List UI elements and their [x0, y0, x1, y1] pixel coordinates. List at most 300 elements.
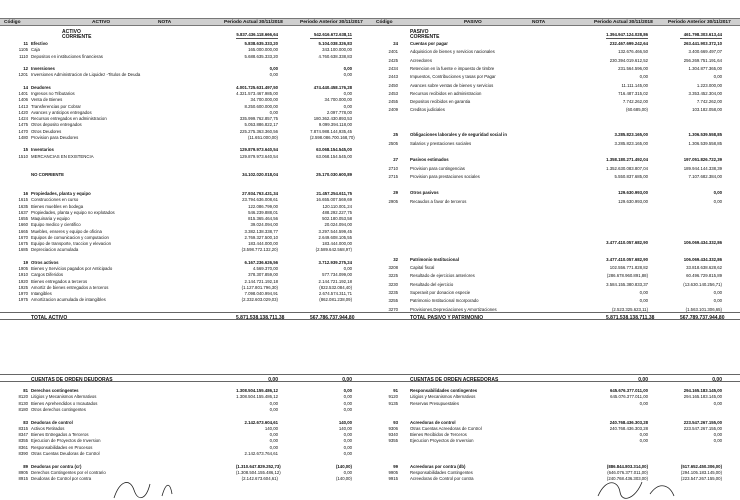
- row-code: 9306: [388, 425, 398, 431]
- row-value-anterior: 502.180.053,58: [322, 216, 352, 221]
- row-account-name: Bienes entregados a terceros: [31, 278, 88, 284]
- table-row: [370, 224, 740, 229]
- row-value-actual: 645.076.377.011,00: [610, 394, 648, 400]
- table-row: [370, 401, 740, 406]
- table-row: [0, 197, 370, 202]
- row-value-anterior: 7.107.682.384,00: [688, 173, 722, 179]
- row-code: 1675: [18, 241, 28, 246]
- row-code: 8347: [18, 432, 28, 438]
- row-account-name: Provision para Deudores: [31, 134, 79, 140]
- row-value-actual: 6.167.236.626,56: [244, 259, 278, 265]
- row-value-anterior: 0,00: [713, 298, 722, 304]
- row-value-anterior: 2.097.778,00: [326, 109, 352, 115]
- row-account-name: Depositos en instituciones financieras: [31, 53, 103, 59]
- table-row: [370, 190, 740, 195]
- row-account-name: Equipo medico y cientifico: [31, 222, 81, 228]
- row-value-anterior: 25.170.030.600,89: [316, 172, 352, 178]
- row-code: 1685: [18, 247, 28, 253]
- table-row: [0, 279, 370, 284]
- table-row: [370, 182, 740, 187]
- table-row: [0, 60, 370, 65]
- row-value-actual: 1.358.180.271.492,04: [606, 157, 648, 163]
- row-value-actual: 3.477.410.057.682,90: [606, 256, 648, 262]
- table-row: [370, 124, 740, 129]
- table-row: [0, 470, 370, 475]
- table-row: [370, 66, 740, 71]
- row-value-anterior: 577.734.099,00: [322, 272, 352, 278]
- total-activo-v1: 5.871.538.138.711,38: [236, 314, 285, 321]
- table-row: [0, 407, 370, 412]
- row-value-actual: 3.584.155.380.833,37: [606, 281, 648, 287]
- total-activo-label: TOTAL ACTIVO: [31, 314, 68, 321]
- row-account-name: Derechos Contingentes por el contrario: [31, 469, 106, 475]
- row-code: 1510: [18, 153, 28, 159]
- row-code: 11: [23, 41, 28, 46]
- table-row: [0, 204, 370, 209]
- orden-deudoras-title: CUENTAS DE ORDEN DEUDORAS: [31, 376, 113, 383]
- row-value-actual: 2.142.673.764,61: [244, 451, 278, 456]
- header-codigo: Código: [4, 20, 21, 26]
- row-code: 1655: [18, 216, 28, 221]
- table-row: [0, 413, 370, 418]
- pasivo-corriente-v1: 1.394.947.124.028,86: [606, 32, 648, 37]
- row-account-name: Intangibles: [31, 291, 52, 296]
- activo-corriente-v2: 542.616.672.638,11: [314, 32, 352, 37]
- row-account-name: Inversiones Administracion de Liquidez -Titulos de Deuda: [31, 72, 141, 78]
- orden-deudoras-header: [0, 374, 370, 382]
- row-account-name: Ingresos no Tributarios: [31, 91, 75, 96]
- row-code: 1420: [18, 109, 28, 115]
- row-account-name: Transferencias por Cobrar: [31, 103, 81, 109]
- table-row: [0, 216, 370, 221]
- row-account-name: Otras Cuentas Deudoras de Control: [31, 451, 100, 456]
- row-code: 9340: [388, 432, 398, 438]
- row-code: 1665: [18, 228, 28, 234]
- table-row: [0, 41, 370, 46]
- row-account-name: Bienes Aprehendidos o Incautados: [31, 400, 98, 406]
- row-account-name: Retencion en la fuente e impuesto de timbre: [410, 65, 495, 71]
- row-code: 2505: [388, 140, 398, 146]
- row-value-anterior: 294.165.183.145,00: [683, 394, 722, 400]
- orden-acreedoras-v2: 0,00: [712, 376, 722, 383]
- row-value-actual: 240.768.436.303,28: [609, 425, 648, 431]
- table-row: [0, 160, 370, 165]
- table-row: [370, 470, 740, 475]
- row-value-anterior: 106.069.434.332,86: [683, 240, 722, 246]
- table-row: [370, 83, 740, 88]
- row-value-anterior: 0,00: [343, 103, 352, 109]
- row-value-anterior: 0,00: [343, 266, 352, 271]
- row-value-anterior: 0,00: [343, 451, 352, 456]
- table-row: [0, 129, 370, 134]
- row-value-actual: 132.676.466,50: [618, 49, 648, 55]
- row-code: 8915: [18, 476, 28, 482]
- row-account-name: Otras Cuentas Acreedoras de Control: [410, 425, 482, 431]
- row-account-name: Acreedoras de control: [410, 419, 456, 425]
- row-value-anterior: 1.304.877.365,00: [688, 65, 722, 71]
- row-value-actual: 165.000.000,00: [248, 47, 278, 53]
- row-code: 1905: [18, 266, 28, 271]
- table-row: [0, 388, 370, 393]
- table-row: [370, 174, 740, 179]
- table-row: [0, 247, 370, 252]
- row-account-name: Propiedades, planta y equipo no explotados: [31, 209, 115, 215]
- row-value-actual: 378.307.859,00: [248, 272, 278, 278]
- row-account-name: Litigios y Mecanismos Alternativos: [31, 394, 97, 400]
- row-value-anterior: 1.306.539.558,85: [688, 132, 722, 138]
- row-account-name: Resultado del ejercicio: [410, 281, 454, 287]
- row-value-actual: 1.352.630.083.807,04: [606, 165, 648, 171]
- row-code: 1920: [18, 278, 28, 284]
- signature-left: [110, 476, 230, 500]
- row-value-actual: 122.086.799,00: [248, 203, 278, 209]
- row-value-actual: 129.630.993,00: [618, 198, 648, 204]
- table-row: [0, 122, 370, 127]
- row-account-name: Litigios y Mecanismos Alternativos: [410, 394, 476, 400]
- table-row: [0, 147, 370, 152]
- row-code: 8180: [18, 406, 28, 412]
- row-value-anterior: 3.353.452.304,00: [688, 90, 722, 96]
- row-value-actual: 183.444.000,00: [248, 241, 278, 246]
- row-value-actual: 3.477.410.057.682,90: [606, 240, 648, 246]
- row-value-actual: 2.142.673.604,61: [244, 419, 278, 425]
- row-code: 1635: [18, 203, 28, 209]
- row-value-actual: 0,00: [269, 406, 278, 412]
- row-account-name: Otros derechos contingentes: [31, 406, 86, 412]
- row-account-name: Cargos Diferidos: [31, 272, 64, 278]
- row-code: 2453: [388, 90, 398, 96]
- pasivo-corriente-title: CORRIENTE: [410, 34, 440, 40]
- row-account-name: Deudores: [31, 84, 51, 90]
- row-account-name: Adquisicion de bienes y servicios nacionales: [410, 49, 495, 55]
- row-value-actual: 0,00: [639, 298, 648, 304]
- row-code: 12: [23, 66, 28, 71]
- row-code: 9355: [388, 438, 398, 444]
- row-value-actual: 0,00: [639, 432, 648, 438]
- row-code: 83: [23, 419, 28, 425]
- orden-acreedoras-title: CUENTAS DE ORDEN ACREEDORAS: [410, 376, 499, 383]
- row-value-actual: 129.879.973.640,54: [239, 153, 278, 159]
- row-value-actual: (11.651.000,00): [247, 134, 278, 140]
- table-row: [0, 235, 370, 240]
- row-code: 9135: [388, 400, 398, 406]
- row-account-name: Acreedoras por contra (db): [410, 463, 466, 469]
- table-row: [370, 413, 740, 418]
- row-value-anterior: 0,00: [343, 444, 352, 450]
- row-value-anterior: 294.165.183.145,00: [683, 388, 722, 393]
- table-row: [0, 85, 370, 90]
- table-row: [370, 107, 740, 112]
- row-code: 2401: [388, 49, 398, 55]
- row-account-name: Bienes muebles en bodega: [31, 203, 84, 209]
- table-row: [370, 232, 740, 237]
- table-row: [370, 420, 740, 425]
- table-row: [0, 135, 370, 140]
- row-code: 1406: [18, 97, 28, 103]
- row-code: 2710: [388, 165, 398, 171]
- row-value-actual: 335.999.762.857,75: [239, 116, 278, 121]
- orden-deudoras-v2: 0,00: [342, 376, 352, 383]
- row-account-name: Recaudos a favor de terceros: [410, 198, 467, 204]
- row-value-actual: 7.742.262,00: [622, 99, 648, 105]
- header-activo: ACTIVO: [92, 20, 111, 26]
- row-account-name: Depreciacion acumulada: [31, 247, 79, 253]
- total-pasivo-label: TOTAL PASIVO Y PATRIMONIO: [410, 314, 484, 321]
- header-periodo-anterior-pasivo: Periodo Anterior 30/11/2017: [668, 20, 731, 26]
- row-account-name: Reservas Presupuestales: [410, 400, 459, 406]
- row-code: 9120: [388, 394, 398, 400]
- row-account-name: Amortizacion acumulada de intangibles: [31, 297, 106, 303]
- table-row: [370, 74, 740, 79]
- row-value-anterior: 0,00: [343, 406, 352, 412]
- row-value-actual: (1.308.504.155.486,12): [236, 469, 281, 475]
- table-row: [0, 426, 370, 431]
- row-value-anterior: 197.051.826.722,39: [683, 157, 722, 163]
- row-account-name: Bienes y Servicios pagados por Anticipado: [31, 266, 113, 271]
- table-row: [0, 91, 370, 96]
- row-value-actual: 716.487.315,02: [618, 90, 648, 96]
- total-pasivo-v1: 5.871.538.138.711,38: [606, 314, 655, 321]
- table-row: [0, 291, 370, 296]
- row-value-anterior: 0,00: [343, 432, 352, 438]
- row-value-anterior: 0,00: [713, 400, 722, 406]
- row-value-actual: 5.053.886.822,17: [244, 122, 278, 128]
- row-account-name: Provision para contingencias: [410, 165, 465, 171]
- row-account-name: Recursos entregados en administracion: [31, 116, 107, 121]
- row-code: 91: [393, 388, 398, 393]
- row-code: 8120: [18, 394, 28, 400]
- table-row: [0, 457, 370, 462]
- row-code: 1480: [18, 134, 28, 140]
- row-code: 1670: [18, 234, 28, 240]
- row-value-actual: (60.685,00): [626, 107, 648, 113]
- row-code: 81: [23, 388, 28, 393]
- row-code: 1470: [18, 128, 28, 134]
- row-account-name: Deudoras de Control por contra: [31, 476, 92, 482]
- row-code: 27: [393, 157, 398, 163]
- row-value-actual: 815.365.464,56: [248, 216, 278, 221]
- row-value-anterior: 0,00: [343, 438, 352, 444]
- table-row: [0, 297, 370, 302]
- row-value-anterior: 21.457.254.611,75: [316, 191, 352, 196]
- row-value-actual: 0,00: [639, 400, 648, 406]
- row-code: 19: [23, 259, 28, 265]
- signature-right: [590, 476, 710, 500]
- row-value-actual: (1.127.801.796,30): [241, 284, 278, 290]
- row-value-anterior: 140,00: [338, 425, 352, 431]
- table-row: [370, 426, 740, 431]
- header-nota: NOTA: [158, 20, 172, 26]
- row-account-name: Depositos recibidos en garantia: [410, 99, 471, 105]
- row-code: 1401: [18, 91, 28, 96]
- row-value-anterior: 263.441.903.372,10: [683, 41, 722, 46]
- table-row: [0, 401, 370, 406]
- row-value-anterior: 2.674.574.311,71: [318, 291, 352, 296]
- table-row: [0, 260, 370, 265]
- table-row: [370, 149, 740, 154]
- row-code: 89: [23, 463, 28, 469]
- row-value-anterior: 223.547.267.155,00: [683, 425, 722, 431]
- row-value-actual: (2.332.603.029,03): [241, 297, 278, 303]
- row-account-name: Responsabilidades en Procesos: [31, 444, 93, 450]
- row-account-name: Avances y anticipos entregados: [31, 109, 92, 115]
- table-row: [0, 394, 370, 399]
- row-code: 9915: [388, 476, 398, 482]
- row-account-name: Activos Retirados: [31, 425, 65, 431]
- row-value-actual: 225.275.363.360,56: [239, 128, 278, 134]
- table-row: [0, 229, 370, 234]
- column-header-bar: [0, 18, 740, 26]
- row-code: 1201: [18, 72, 28, 78]
- row-account-name: Responsabilidades Contingentes: [410, 469, 473, 475]
- table-row: [370, 249, 740, 254]
- row-value-actual: 230.394.019.612,52: [609, 57, 648, 63]
- row-value-actual: 0,00: [269, 66, 278, 71]
- row-value-actual: 4.001.725.631.497,50: [236, 84, 278, 90]
- row-code: 2425: [388, 57, 398, 63]
- table-row: [0, 420, 370, 425]
- row-code: 1970: [18, 291, 28, 296]
- table-row: [0, 79, 370, 84]
- row-value-actual: 645.676.377.011,00: [610, 388, 648, 393]
- orden-acreedoras-v1: 0,00: [638, 376, 648, 383]
- table-row: [0, 104, 370, 109]
- row-value-actual: 0,00: [639, 74, 648, 80]
- row-account-name: Bienes Entregados a Terceros: [31, 432, 89, 438]
- row-code: 24: [393, 41, 398, 46]
- row-code: 9905: [388, 469, 398, 475]
- row-value-anterior: 20.024.094,00: [324, 222, 352, 228]
- table-row: [370, 215, 740, 220]
- row-value-actual: 231.564.596,00: [618, 65, 648, 71]
- row-account-name: Acreedores: [410, 57, 432, 63]
- table-row: [0, 66, 370, 71]
- table-row: [370, 132, 740, 137]
- row-account-name: Patrimonio Institucional: [410, 256, 459, 262]
- row-value-anterior: 7.742.262,00: [696, 99, 722, 105]
- row-value-actual: 34.700.000,00: [250, 97, 278, 103]
- row-code: 99: [393, 463, 398, 469]
- table-row: [0, 110, 370, 115]
- row-value-actual: 2.769.327.500,10: [244, 234, 278, 240]
- row-account-name: Obligaciones laborales y de seguridad social in: [410, 132, 507, 138]
- row-account-name: Otros deposito entregados: [31, 122, 82, 128]
- table-row: [0, 154, 370, 159]
- row-value-actual: (2.142.673.604,61): [241, 476, 278, 482]
- table-row: [0, 185, 370, 190]
- table-row: [370, 457, 740, 462]
- row-code: 1424: [18, 116, 28, 121]
- row-value-anterior: 256.269.751.191,64: [683, 57, 722, 63]
- row-value-anterior: 180.362.430.893,53: [313, 116, 352, 121]
- row-account-name: Superavit por donacion especie: [410, 290, 471, 295]
- row-value-actual: 5.838.635.333,20: [244, 41, 278, 46]
- row-code: 15: [23, 147, 28, 153]
- row-code: 14: [23, 84, 28, 90]
- pasivo-title: PASIVO: [410, 29, 429, 35]
- row-account-name: Ejecucion de Proyectos de Inversion: [31, 438, 101, 444]
- row-account-name: Responsabilidades contingentes: [410, 388, 478, 393]
- row-value-anterior: (13.630.140.256,71): [683, 281, 722, 287]
- table-row: [0, 210, 370, 215]
- row-account-name: MERCANCIAS EN EXISTENCIA: [31, 153, 94, 159]
- row-value-actual: (240.768.436.303,00): [606, 476, 648, 482]
- table-row: [370, 298, 740, 303]
- row-account-name: Deudoras por contra (cr): [31, 463, 82, 469]
- table-row: [370, 49, 740, 54]
- row-value-anterior: 34.700.000,00: [324, 97, 352, 103]
- table-row: [370, 464, 740, 469]
- table-row: [370, 99, 740, 104]
- row-value-anterior: 0,00: [343, 394, 352, 400]
- activo-corriente-v1: 5.837.436.118.666,64: [236, 32, 278, 37]
- row-account-name: Cuentas por pagar: [410, 41, 448, 46]
- row-value-anterior: (140,00): [335, 463, 352, 469]
- row-code: 8361: [18, 444, 28, 450]
- row-value-anterior: 4.760.638.338,83: [318, 53, 352, 59]
- row-value-actual: 7.098.040.994,91: [244, 291, 278, 296]
- row-account-name: Equipos de comunicacion y computacion: [31, 234, 109, 240]
- table-row: [370, 141, 740, 146]
- row-account-name: Inventarios: [31, 147, 54, 153]
- table-row: [0, 451, 370, 456]
- row-account-name: Acreedoras de Control por contra: [410, 476, 474, 482]
- row-value-anterior: 106.069.434.332,86: [683, 256, 722, 262]
- row-value-anterior: 103.182.058,00: [692, 107, 722, 113]
- row-value-actual: (3.598.772.132,20): [241, 247, 278, 253]
- table-row: [0, 254, 370, 259]
- table-row: [0, 222, 370, 227]
- row-value-actual: 27.934.763.431,34: [242, 191, 278, 196]
- table-row: [370, 116, 740, 121]
- row-value-actual: 0,00: [639, 438, 648, 444]
- row-account-name: Otros Deudores: [31, 128, 62, 134]
- row-code: 1105: [18, 47, 28, 53]
- activo-title: ACTIVO: [62, 29, 81, 35]
- row-code: 25: [393, 132, 398, 138]
- table-row: [0, 272, 370, 277]
- table-row: [370, 207, 740, 212]
- row-value-actual: 0,00: [269, 432, 278, 438]
- table-row: [0, 432, 370, 437]
- row-value-anterior: 63.068.154.545,00: [316, 153, 352, 159]
- row-value-actual: 0,00: [269, 400, 278, 406]
- row-account-name: Inversiones: [31, 66, 55, 71]
- row-value-anterior: 1.223.000,00: [696, 82, 722, 88]
- row-value-anterior: 183.444.000,00: [322, 241, 352, 246]
- row-code: 1925: [18, 284, 28, 290]
- row-code: 8130: [18, 400, 28, 406]
- row-value-anterior: 0,00: [713, 438, 722, 444]
- row-account-name: Resultado de ejercicios anteriores: [410, 273, 475, 279]
- row-code: 8315: [18, 425, 28, 431]
- total-activo-v2: 567.786.737.944,80: [310, 314, 355, 321]
- total-activo: [0, 312, 370, 320]
- table-row: [0, 445, 370, 450]
- row-code: 2443: [388, 74, 398, 80]
- row-value-actual: 232.467.699.242,64: [609, 41, 648, 46]
- row-value-anterior: 9.099.394.118,00: [318, 122, 352, 128]
- row-code: 8905: [18, 469, 28, 475]
- table-row: [0, 266, 370, 271]
- row-value-actual: 0,00: [269, 444, 278, 450]
- row-value-anterior: 223.547.267.155,00: [683, 419, 722, 425]
- row-account-name: Recursos recibidos en administracion: [410, 90, 482, 96]
- row-code: 3235: [388, 290, 398, 295]
- row-value-actual: 11.111.145,00: [621, 82, 648, 88]
- row-value-actual: 0,00: [269, 72, 278, 78]
- row-value-anterior: 3.712.939.275,24: [318, 259, 352, 265]
